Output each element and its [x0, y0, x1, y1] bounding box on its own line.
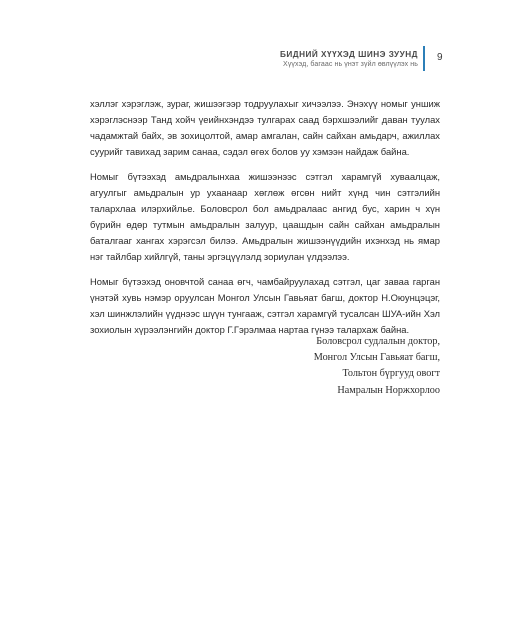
- signature-line: Тольтон бүргууд овогт: [342, 368, 440, 380]
- signature-line: Монгол Улсын Гавьяат багш,: [313, 352, 440, 364]
- paragraph: Номыг бүтээхэд оновчтой санаа өгч, чамбайруулахад сэтгэл, цаг заваа гарган үнэтэй хувь нэмэр оруулсан Монгол Улсын Гавьяат багш, доктор Н.Оюунцэцэг, хэл шинжлэлийн үүднээс шүүн тунгааж, сэтгэл харамгүй тусалсан ШУА-ийн Хэл зохиолын хүрээлэнгийн доктор Г.Гэрэлмаа нартаа гүнээ талархаж байна.: [90, 276, 440, 335]
- signature-block: [314, 334, 440, 399]
- header-divider: [423, 46, 425, 71]
- signature-line: Намралын Норжхорлоо: [337, 384, 440, 396]
- book-title: БИДНИЙ ХҮҮХЭД ШИНЭ ЗУУНД: [280, 50, 418, 59]
- paragraph: Номыг бүтээхэд амьдралынхаа жишээнээс сэтгэл харамгүй хуваалцаж, агуулгыг амьдралын ур ухаанаар хөглөж өгсөн нийт хүнд чин сэтгэлийн талархлаа илэрхийлье. Боловсрол бол амьдралаас ангид бус, харин ч хүн бүрийн өдөр тутмын амьдралын залуур, цаашдын сайн сайхан амьдралын баталгааг хангах хэрэгсэл билээ. Амьдралын жишээнүүдийн ихэнхэд нь ямар нэг тайлбар хийлгүй, таны эргэцүүлэлд зориулан үлдээлээ.: [90, 171, 440, 262]
- book-subtitle: Хүүхэд, багаас нь үнэт зүйл өвлүүлэх нь: [283, 61, 418, 68]
- body-text: [90, 96, 440, 347]
- signature-line: Боловсрол судлалын доктор,: [316, 336, 440, 347]
- paragraph: хэллэг хэрэглэж, зураг, жишээгээр тодруулахыг хичээлээ. Энэхүү номыг уншиж хэрэглэснээр Танд хойч үеийнхэндээ тулгарах саад бэрхшээлийг даван туулах чадамжтай байх, эв зохицолтой, амар амгалан, сайн сайхан амьдарч, ажиллах суурийг тавихад зарим санаа, сэдэл өгөх болов уу хэмээн найдаж байна.: [90, 98, 440, 157]
- page-number: 9: [437, 52, 443, 63]
- running-header: [280, 50, 418, 70]
